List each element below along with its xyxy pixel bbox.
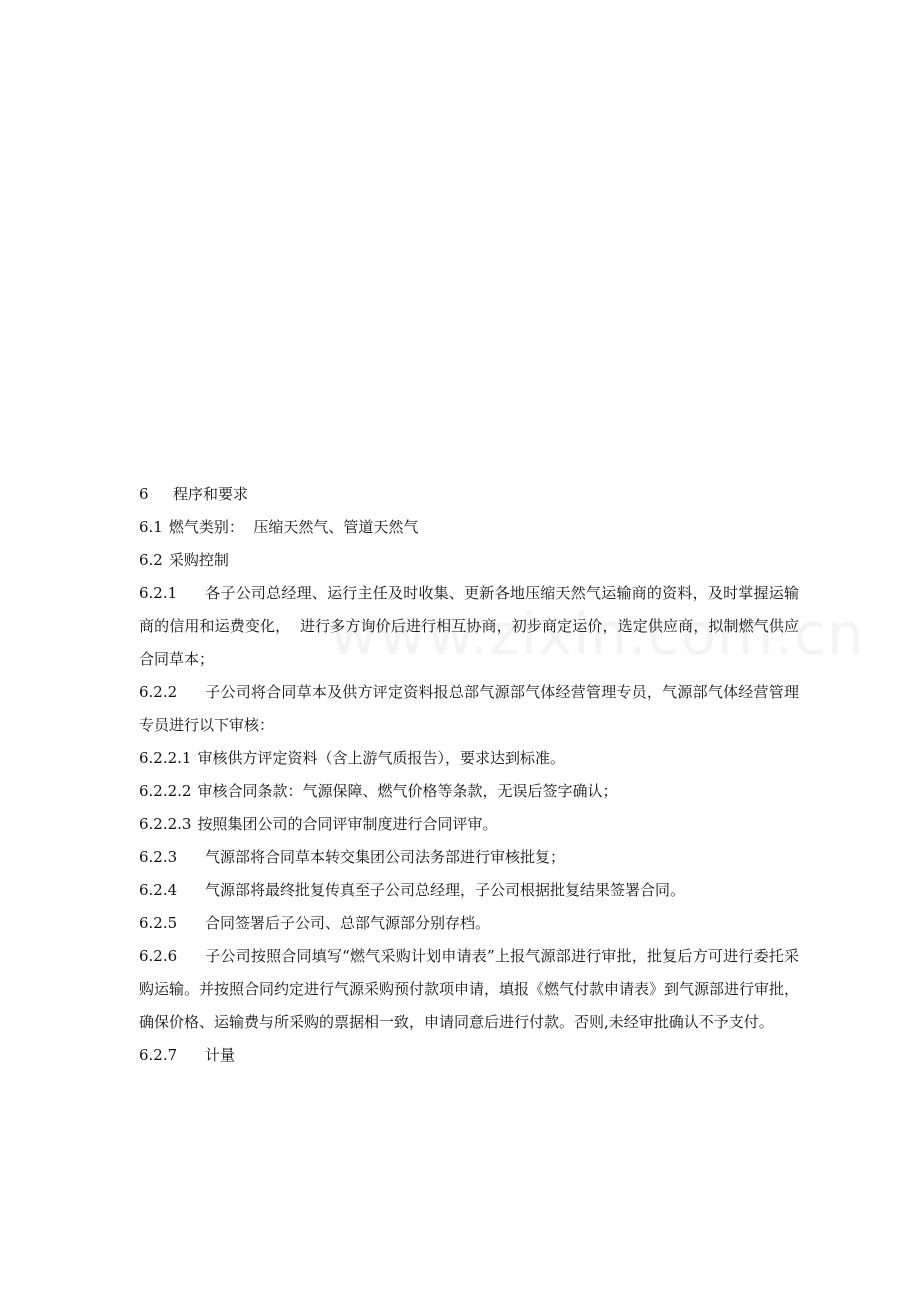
clause-6-2-7: [139, 1039, 799, 1072]
clause-number: 6.2.6: [139, 947, 178, 965]
clause-6-2-4: [139, 874, 799, 907]
clause-number: 6.2.7: [139, 1046, 178, 1064]
clause-6-1: [139, 511, 799, 544]
clause-text: 采购控制: [168, 551, 229, 569]
clause-text: 燃气类别： 压缩天然气、管道天然气: [168, 518, 419, 536]
clause-6-2-2-2: [139, 775, 799, 808]
section-heading: [139, 478, 799, 511]
clause-text: 合同签署后子公司、总部气源部分别存档。: [205, 914, 491, 932]
clause-6-2-2-3: [139, 808, 799, 841]
clause-text: 审核合同条款：气源保障、燃气价格等条款，无误后签字确认；: [197, 782, 618, 800]
clause-number: 6.2.4: [139, 881, 178, 899]
clause-number: 6.2.2.1: [139, 749, 192, 767]
clause-number: 6.2.2.3: [139, 815, 192, 833]
clause-text: 按照集团公司的合同评审制度进行合同评审。: [197, 815, 498, 833]
clause-number: 6.1: [139, 518, 163, 536]
clause-number: 6.2.5: [139, 914, 178, 932]
clause-6-2-5: [139, 907, 799, 940]
clause-6-2-6: [139, 940, 799, 1039]
clause-6-2: [139, 544, 799, 577]
clause-text: 气源部将最终批复传真至子公司总经理，子公司根据批复结果签署合同。: [205, 881, 686, 899]
clause-text: 各子公司总经理、运行主任及时收集、更新各地压缩天然气运输商的资料，及时掌握运输商的信用和运费变化， 进行多方询价后进行相互协商，初步商定运价，选定供应商，拟制燃气供应合同草本；: [139, 584, 799, 668]
clause-text: 子公司将合同草本及供方评定资料报总部气源部气体经营管理专员，气源部气体经营管理专员进行以下审核：: [139, 683, 799, 734]
clause-text: 审核供方评定资料（含上游气质报告），要求达到标准。: [197, 749, 565, 767]
clause-number: 6.2.1: [139, 584, 178, 602]
document-body: [139, 478, 799, 1072]
clause-number: 6.2.3: [139, 848, 178, 866]
section-title: 程序和要求: [173, 485, 249, 503]
section-number: 6: [139, 485, 149, 503]
clause-6-2-2: [139, 676, 799, 742]
clause-number: 6.2: [139, 551, 163, 569]
clause-6-2-3: [139, 841, 799, 874]
clause-text: 子公司按照合同填写“燃气采购计划申请表”上报气源部进行审批，批复后方可进行委托采购运输。并按照合同约定进行气源采购预付款项申请，填报《燃气付款申请表》到气源部进行审批，确保价格、运输费与所采购的票据相一致，申请同意后进行付款。否则,未经审批确认不予支付。: [139, 947, 800, 1031]
clause-6-2-1: [139, 577, 799, 676]
clause-text: 气源部将合同草本转交集团公司法务部进行审核批复；: [205, 848, 566, 866]
clause-text: 计量: [205, 1046, 236, 1064]
clause-number: 6.2.2.2: [139, 782, 192, 800]
clause-number: 6.2.2: [139, 683, 178, 701]
clause-6-2-2-1: [139, 742, 799, 775]
